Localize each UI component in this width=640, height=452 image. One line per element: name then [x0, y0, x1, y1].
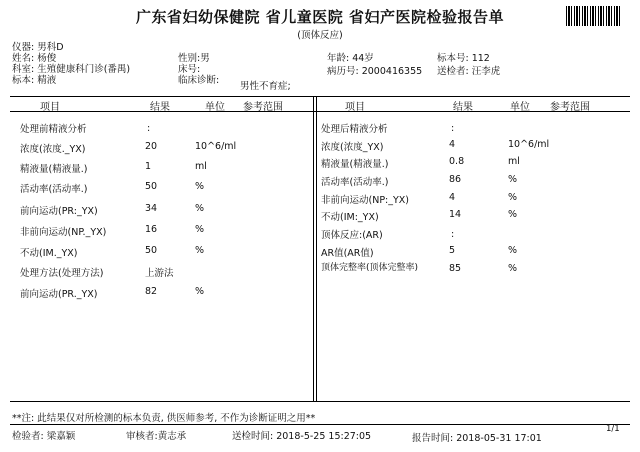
col-result-left: 结果 [150, 102, 170, 113]
row-item: 精液量(精液量.) [20, 164, 88, 175]
row-unit: % [195, 203, 205, 214]
row-unit: % [508, 263, 518, 274]
row-result: 4 [449, 139, 456, 150]
report-time: 报告时间: 2018-05-31 17:01 [412, 433, 542, 444]
bed-number: 床号: [178, 64, 201, 75]
row-item: 非前向运动(NP._YX) [20, 227, 107, 238]
row-result: 5 [449, 245, 456, 256]
row-item: 浓度(浓度_YX) [321, 142, 384, 153]
disclaimer-note: **注: 此结果仅对所检测的标本负责, 供医师参考, 不作为诊断证明之用** [12, 413, 316, 424]
report-title: 广东省妇幼保健院 省儿童医院 省妇产医院检验报告单 [136, 8, 504, 26]
row-item: 非前向运动(NP:_YX) [321, 195, 410, 206]
patient-age: 年龄: 44岁 [327, 53, 374, 64]
row-item: 精液量(精液量.) [321, 159, 389, 170]
table-header-rule [10, 111, 630, 112]
table-top-rule [10, 96, 630, 97]
col-result-right: 结果 [453, 102, 473, 113]
row-item: 前向运动(PR._YX) [20, 289, 98, 300]
row-result: 上游法 [145, 268, 174, 279]
row-result: 85 [449, 263, 462, 274]
sample-number: 标本号: 112 [437, 53, 490, 64]
row-unit: % [508, 245, 518, 256]
record-number: 病历号: 2000416355 [327, 66, 423, 77]
row-item: 处理后精液分析 [321, 124, 388, 135]
row-item: 处理方法(处理方法) [20, 268, 104, 279]
col-item-right: 项目 [345, 102, 365, 113]
col-ref-left: 参考范围 [243, 102, 283, 113]
row-result: 14 [449, 209, 462, 220]
sender: 送检者: 汪李虎 [437, 66, 501, 77]
row-item: 处理前精液分析 [20, 124, 87, 135]
row-unit: % [508, 192, 518, 203]
row-unit: % [195, 181, 205, 192]
col-ref-right: 参考范围 [550, 102, 590, 113]
row-item: AR值(AR值) [321, 248, 374, 259]
row-result: 86 [449, 174, 462, 185]
row-unit: % [195, 245, 205, 256]
col-unit-right: 单位 [510, 102, 530, 113]
row-result: : [451, 123, 455, 134]
row-item: 活动率(活动率.) [20, 184, 88, 195]
row-item: 浓度(浓度._YX) [20, 144, 86, 155]
row-result: 16 [145, 224, 158, 235]
col-unit-left: 单位 [205, 102, 225, 113]
row-result: 1 [145, 161, 152, 172]
row-result: : [147, 123, 151, 134]
sample-type: 标本: 精液 [12, 75, 57, 86]
row-result: 34 [145, 203, 158, 214]
row-result: 4 [449, 192, 456, 203]
page-number: 1/1 [606, 424, 620, 434]
row-unit: % [195, 224, 205, 235]
footer-rule [10, 424, 630, 425]
table-bottom-rule [10, 401, 630, 402]
diagnosis-label: 临床诊断: [178, 75, 220, 86]
row-unit: ml [508, 156, 520, 167]
row-unit: % [508, 174, 518, 185]
row-result: 82 [145, 286, 158, 297]
row-unit: ml [195, 161, 207, 172]
row-unit: 10^6/ml [195, 141, 237, 152]
row-result: 0.8 [449, 156, 465, 167]
row-item: 顶体反应:(AR) [321, 230, 383, 241]
row-item: 顶体完整率(顶体完整率) [321, 263, 419, 273]
send-time: 送检时间: 2018-5-25 15:27:05 [232, 431, 372, 442]
barcode-image [566, 6, 620, 26]
row-result: 50 [145, 245, 158, 256]
row-result: 20 [145, 141, 158, 152]
row-item: 前向运动(PR:_YX) [20, 206, 98, 217]
patient-gender: 性别:男 [178, 53, 210, 64]
report-subtitle: (顶体反应) [297, 30, 343, 41]
patient-name: 姓名: 杨俊 [12, 53, 57, 64]
row-unit: % [508, 209, 518, 220]
reviewer: 审核者:黄志承 [126, 431, 187, 442]
diagnosis-value: 男性不育症; [240, 81, 291, 92]
row-item: 不动(IM:_YX) [321, 212, 379, 223]
table-center-divider [313, 96, 314, 401]
row-unit: 10^6/ml [508, 139, 550, 150]
row-result: : [451, 229, 455, 240]
row-item: 不动(IM._YX) [20, 248, 78, 259]
instrument-field: 仪器: 男科D [12, 42, 64, 53]
tester: 检验者: 梁嘉颖 [12, 431, 76, 442]
row-result: 50 [145, 181, 158, 192]
table-center-divider-2 [316, 96, 317, 401]
row-item: 活动率(活动率.) [321, 177, 389, 188]
department: 科室: 生殖健康科门诊(番禺) [12, 64, 131, 75]
col-item-left: 项目 [40, 102, 60, 113]
row-unit: % [195, 286, 205, 297]
